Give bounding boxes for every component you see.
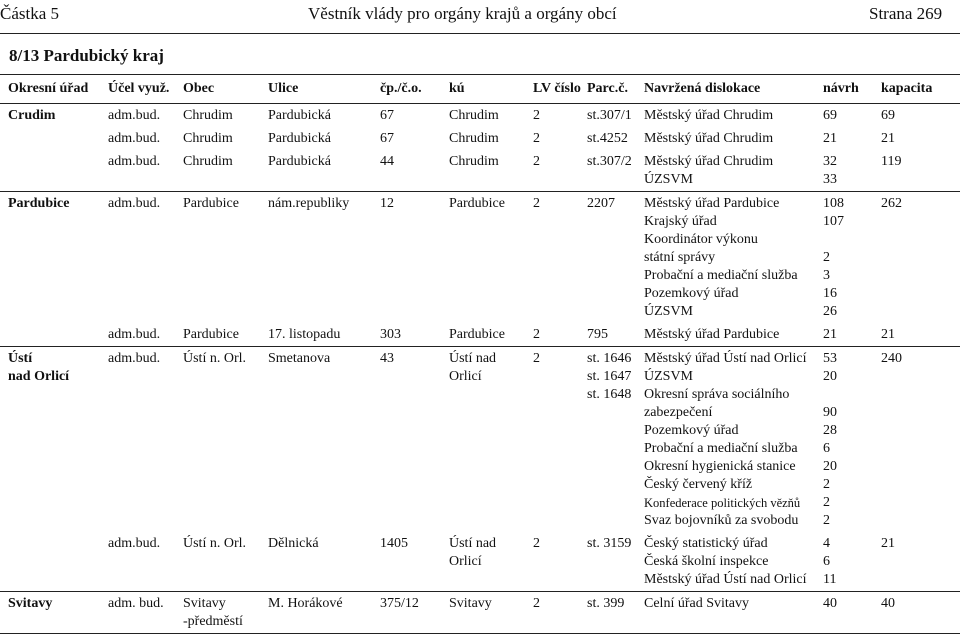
cell-line: 26 xyxy=(823,304,837,319)
cell-line: Pardubice xyxy=(449,327,505,342)
cell-lv xyxy=(525,127,579,150)
table-row xyxy=(0,192,960,324)
cell-ucel xyxy=(100,592,175,634)
column-header: kapacita xyxy=(873,75,960,104)
cell-line: 2 xyxy=(533,196,540,211)
table-row xyxy=(0,104,960,128)
cell-dislokace xyxy=(636,104,815,128)
cell-line: Pardubice xyxy=(183,196,239,211)
cell-line: Městský úřad Chrudim xyxy=(644,108,774,123)
cell-line: 2 xyxy=(823,513,830,528)
cell-kapacita xyxy=(873,150,960,192)
cell-line: Chrudim xyxy=(449,108,499,123)
cell-navrh xyxy=(815,192,873,324)
cell-ku xyxy=(441,347,525,533)
cell-line: Chrudim xyxy=(449,131,499,146)
cell-line: 262 xyxy=(881,196,902,211)
cell-line: Pardubická xyxy=(268,154,331,169)
table-row xyxy=(0,323,960,347)
cell-line: 107 xyxy=(823,214,844,229)
cell-ku xyxy=(441,150,525,192)
cell-line: 2 xyxy=(533,536,540,551)
cell-line: 44 xyxy=(380,154,394,169)
column-header: návrh xyxy=(815,75,873,104)
cell-line: st. 399 xyxy=(587,596,625,611)
cell-line: 21 xyxy=(881,536,895,551)
cell-line: Městský úřad Pardubice xyxy=(644,196,780,211)
cell-navrh xyxy=(815,104,873,128)
cell-navrh xyxy=(815,127,873,150)
page-number: Strana 269 xyxy=(869,4,943,23)
cell-line: nám.republiky xyxy=(268,196,350,211)
cell-line: Městský úřad Chrudim xyxy=(644,154,774,169)
cell-line: státní správy xyxy=(644,250,716,265)
cell-line: adm.bud. xyxy=(108,351,161,366)
cell-okres xyxy=(0,347,100,533)
cell-line: ÚZSVM xyxy=(644,369,694,384)
cell-line: 69 xyxy=(881,108,895,123)
cell-line: 69 xyxy=(823,108,837,123)
cell-line xyxy=(823,231,873,249)
cell-line: Pardubice xyxy=(8,196,70,211)
cell-lv xyxy=(525,192,579,324)
cell-line: Svitavy xyxy=(183,596,226,611)
cell-cp xyxy=(372,104,441,128)
cell-line: M. Horákové xyxy=(268,596,343,611)
cell-line: 20 xyxy=(823,369,837,384)
column-header: Okresní úřad xyxy=(0,75,100,104)
cell-ku xyxy=(441,532,525,592)
cell-line: Ústí n. Orl. xyxy=(183,351,246,366)
cell-line: 16 xyxy=(823,286,837,301)
cell-navrh xyxy=(815,592,873,634)
cell-line: Celní úřad Svitavy xyxy=(644,596,749,611)
cell-ku xyxy=(441,323,525,347)
cell-line: Svitavy xyxy=(8,596,53,611)
table-row xyxy=(0,592,960,634)
cell-line: Okresní hygienická stanice xyxy=(644,459,796,474)
cell-line: 108 xyxy=(823,196,844,211)
cell-okres xyxy=(0,532,100,592)
cell-obec xyxy=(175,192,260,324)
page-header xyxy=(0,4,960,30)
cell-line: 119 xyxy=(881,154,902,169)
cell-line: 2 xyxy=(533,131,540,146)
cell-line: 3 xyxy=(823,268,830,283)
cell-dislokace xyxy=(636,323,815,347)
cell-line: 1405 xyxy=(380,536,408,551)
cell-okres xyxy=(0,592,100,634)
cell-ulice xyxy=(260,192,372,324)
cell-kapacita xyxy=(873,127,960,150)
cell-parc xyxy=(579,532,636,592)
cell-line: 21 xyxy=(823,131,837,146)
cell-line: ÚZSVM xyxy=(644,172,694,187)
cell-line: adm.bud. xyxy=(108,108,161,123)
cell-line: Pozemkový úřad xyxy=(644,423,739,438)
cell-cp xyxy=(372,127,441,150)
cell-line: zabezpečení xyxy=(644,405,713,420)
cell-line: 21 xyxy=(823,327,837,342)
column-header: Obec xyxy=(175,75,260,104)
cell-line: Dělnická xyxy=(268,536,319,551)
cell-obec xyxy=(175,127,260,150)
cell-cp xyxy=(372,532,441,592)
cell-lv xyxy=(525,104,579,128)
cell-ku xyxy=(441,592,525,634)
cell-line: Český červený kříž xyxy=(644,477,753,492)
cell-line: Česká školní inspekce xyxy=(644,554,769,569)
cell-line: 6 xyxy=(823,441,830,456)
cell-obec xyxy=(175,104,260,128)
cell-line: Orlicí xyxy=(449,554,482,569)
cell-line: Městský úřad Ústí nad Orlicí xyxy=(644,351,807,366)
cell-cp xyxy=(372,347,441,533)
cell-dislokace xyxy=(636,192,815,324)
header-rule xyxy=(0,33,960,34)
cell-line: Městský úřad Ústí nad Orlicí xyxy=(644,572,807,587)
cell-line: Orlicí xyxy=(449,369,482,384)
cell-line: Chrudim xyxy=(183,131,233,146)
cell-line: Ústí nad xyxy=(449,351,497,366)
cell-line: 32 xyxy=(823,154,837,169)
cell-lv xyxy=(525,150,579,192)
cell-line: adm.bud. xyxy=(108,196,161,211)
cell-ulice xyxy=(260,592,372,634)
section-title: 8/13 Pardubický kraj xyxy=(9,46,164,65)
cell-okres xyxy=(0,323,100,347)
cell-ucel xyxy=(100,347,175,533)
cell-line: Svaz bojovníků za svobodu xyxy=(644,513,799,528)
cell-line: -předměstí xyxy=(183,614,243,629)
cell-line: Ústí xyxy=(8,351,33,366)
cell-line: 20 xyxy=(823,459,837,474)
cell-line: 67 xyxy=(380,108,394,123)
cell-line: Koordinátor výkonu xyxy=(644,232,758,247)
cell-okres xyxy=(0,192,100,324)
cell-line xyxy=(823,386,873,404)
cell-line: st.307/1 xyxy=(587,108,632,123)
cell-line: 2 xyxy=(533,351,540,366)
cell-dislokace xyxy=(636,127,815,150)
cell-line: Městský úřad Pardubice xyxy=(644,327,780,342)
cell-line: 43 xyxy=(380,351,394,366)
cell-kapacita xyxy=(873,592,960,634)
column-header: Ulice xyxy=(260,75,372,104)
cell-ucel xyxy=(100,192,175,324)
cell-line: Chrudim xyxy=(183,108,233,123)
cell-ucel xyxy=(100,150,175,192)
cell-line: Městský úřad Chrudim xyxy=(644,131,774,146)
cell-line: ÚZSVM xyxy=(644,304,694,319)
cell-dislokace xyxy=(636,532,815,592)
cell-ucel xyxy=(100,323,175,347)
cell-ulice xyxy=(260,150,372,192)
cell-parc xyxy=(579,323,636,347)
cell-navrh xyxy=(815,323,873,347)
cell-line: st. 1646 xyxy=(587,351,632,366)
cell-line: st.4252 xyxy=(587,131,628,146)
cell-line: Pardubická xyxy=(268,131,331,146)
cell-lv xyxy=(525,532,579,592)
cell-parc xyxy=(579,592,636,634)
cell-parc xyxy=(579,127,636,150)
cell-cp xyxy=(372,592,441,634)
cell-line: st. 1648 xyxy=(587,387,632,402)
cell-lv xyxy=(525,323,579,347)
cell-line: 795 xyxy=(587,327,608,342)
cell-ulice xyxy=(260,127,372,150)
table-row xyxy=(0,347,960,533)
cell-ku xyxy=(441,104,525,128)
cell-line: Okresní správa sociálního xyxy=(644,387,790,402)
cell-cp xyxy=(372,192,441,324)
cell-line: Pardubice xyxy=(183,327,239,342)
cell-line: 2 xyxy=(533,327,540,342)
cell-line: Smetanova xyxy=(268,351,331,366)
cell-line: Ústí nad xyxy=(449,536,497,551)
cell-obec xyxy=(175,150,260,192)
table-row xyxy=(0,127,960,150)
cell-line: 2 xyxy=(533,596,540,611)
cell-line: 40 xyxy=(823,596,837,611)
cell-cp xyxy=(372,323,441,347)
cell-navrh xyxy=(815,532,873,592)
cell-lv xyxy=(525,592,579,634)
cell-ucel xyxy=(100,127,175,150)
table-header-row xyxy=(0,75,960,104)
cell-line: 21 xyxy=(881,327,895,342)
cell-line: 2 xyxy=(533,108,540,123)
cell-line: 2 xyxy=(533,154,540,169)
cell-line: 11 xyxy=(823,572,837,587)
cell-line: nad Orlicí xyxy=(8,369,70,384)
cell-line: adm.bud. xyxy=(108,327,161,342)
column-header: Účel využ. xyxy=(100,75,175,104)
cell-line: Probační a mediační služba xyxy=(644,268,798,283)
cell-line: 28 xyxy=(823,423,837,438)
cell-navrh xyxy=(815,347,873,533)
cell-line: 303 xyxy=(380,327,401,342)
cell-line: 53 xyxy=(823,351,837,366)
cell-line: 2 xyxy=(823,495,830,510)
cell-line: adm.bud. xyxy=(108,154,161,169)
cell-line: Konfederace politických vězňů xyxy=(644,496,801,510)
cell-line: Krajský úřad xyxy=(644,214,717,229)
cell-line: 2207 xyxy=(587,196,615,211)
cell-line: st. 3159 xyxy=(587,536,632,551)
cell-line: 2 xyxy=(823,250,830,265)
cell-obec xyxy=(175,347,260,533)
cell-line: Chrudim xyxy=(183,154,233,169)
cell-kapacita xyxy=(873,323,960,347)
cell-line: Pozemkový úřad xyxy=(644,286,739,301)
cell-obec xyxy=(175,323,260,347)
cell-dislokace xyxy=(636,592,815,634)
cell-kapacita xyxy=(873,532,960,592)
table-row xyxy=(0,150,960,192)
cell-line: 2 xyxy=(823,477,830,492)
cell-okres xyxy=(0,104,100,128)
cell-obec xyxy=(175,592,260,634)
cell-ucel xyxy=(100,532,175,592)
journal-title: Věstník vlády pro orgány krajů a orgány obcí xyxy=(308,4,617,23)
table-body xyxy=(0,104,960,634)
cell-okres xyxy=(0,150,100,192)
cell-ku xyxy=(441,192,525,324)
cell-line: Pardubická xyxy=(268,108,331,123)
cell-ulice xyxy=(260,104,372,128)
table-row xyxy=(0,532,960,592)
column-header: kú xyxy=(441,75,525,104)
cell-line: 33 xyxy=(823,172,837,187)
cell-line: adm. bud. xyxy=(108,596,164,611)
cell-line: 90 xyxy=(823,405,837,420)
cell-kapacita xyxy=(873,347,960,533)
property-table xyxy=(0,74,960,634)
cell-lv xyxy=(525,347,579,533)
cell-cp xyxy=(372,150,441,192)
cell-dislokace xyxy=(636,150,815,192)
cell-ku xyxy=(441,127,525,150)
cell-line: 17. listopadu xyxy=(268,327,341,342)
column-header: LV číslo xyxy=(525,75,579,104)
cell-dislokace xyxy=(636,347,815,533)
cell-ulice xyxy=(260,347,372,533)
cell-obec xyxy=(175,532,260,592)
cell-line: Pardubice xyxy=(449,196,505,211)
cell-parc xyxy=(579,104,636,128)
cell-ulice xyxy=(260,323,372,347)
cell-line: Svitavy xyxy=(449,596,492,611)
cell-okres xyxy=(0,127,100,150)
cell-line: 240 xyxy=(881,351,902,366)
cell-line: 12 xyxy=(380,196,394,211)
cell-line: adm.bud. xyxy=(108,536,161,551)
cell-parc xyxy=(579,192,636,324)
cell-line: 375/12 xyxy=(380,596,419,611)
cell-parc xyxy=(579,150,636,192)
column-header: čp./č.o. xyxy=(372,75,441,104)
cell-kapacita xyxy=(873,104,960,128)
cell-line: 4 xyxy=(823,536,830,551)
cell-line: 21 xyxy=(881,131,895,146)
cell-navrh xyxy=(815,150,873,192)
cell-line: st.307/2 xyxy=(587,154,632,169)
cell-line: 40 xyxy=(881,596,895,611)
cell-ulice xyxy=(260,532,372,592)
cell-line: Crudim xyxy=(8,108,56,123)
cell-ucel xyxy=(100,104,175,128)
cell-line: 6 xyxy=(823,554,830,569)
cell-line: 67 xyxy=(380,131,394,146)
column-header: Navržená dislokace xyxy=(636,75,815,104)
cell-line: Probační a mediační služba xyxy=(644,441,798,456)
column-header: Parc.č. xyxy=(579,75,636,104)
cell-line: Chrudim xyxy=(449,154,499,169)
cell-line: adm.bud. xyxy=(108,131,161,146)
cell-parc xyxy=(579,347,636,533)
issue-number: Částka 5 xyxy=(0,4,60,23)
cell-kapacita xyxy=(873,192,960,324)
cell-line: Ústí n. Orl. xyxy=(183,536,246,551)
cell-line: st. 1647 xyxy=(587,369,632,384)
cell-line: Český statistický úřad xyxy=(644,536,768,551)
